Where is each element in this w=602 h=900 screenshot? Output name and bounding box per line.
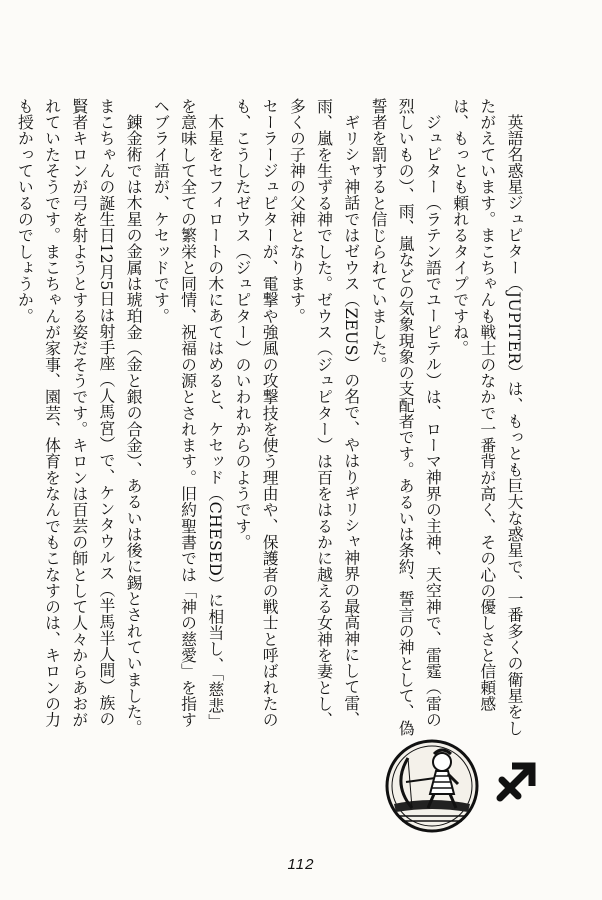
paragraph-chesed: 木星をセフィロートの木にあてはめると、ケセッド（CHESED）に相当し、「慈悲」を意味して全ての繁栄と同情、祝福の源とされます。旧約聖書では「神の慈愛」を指すヘブライ語が、ケセッドです。 — [151, 98, 225, 730]
page-number: 112 — [287, 856, 315, 873]
sagittarius-symbol-icon — [494, 760, 538, 804]
paragraph-jupiter-roman: ジュピター（ラテン語でユーピテル）は、ローマ神界の主神、天空神で、雷霆（雷の烈しいもの）、雨、嵐などの気象現象の支配者です。あるいは条約、誓言の神として、偽誓者を罰すると信じられていました。 — [368, 98, 443, 737]
body-text — [15, 98, 528, 738]
paragraph-zeus-greek: ギリシャ神話ではゼウス（ZEUS）の名で、やはりギリシャ神界の最高神にして雷、雨、嵐を生ずる神でした。ゼウス（ジュピター）は百をはるかに越える女神を妻とし、多くの子神の父神となります。 — [287, 98, 361, 728]
paragraph-jupiter-planet: 英語名惑星ジュピター（JUPITER）は、もっとも巨大な惑星で、一番多くの衛星をしたがえています。まこちゃんも戦士のなかで一番背が高く、その心の優しさと信頼感は、もっとも頼れるタイプですね。 — [450, 98, 524, 736]
paragraph-alchemy: 錬金術では木星の金属は琥珀金（金と銀の合金）、あるいは後に錫とされていました。 — [124, 113, 144, 736]
paragraph-sailor-jupiter: セーラージュピターが、電撃や強風の攻撃技を使う理由や、保護者の戦士と呼ばれたのも、こうしたゼウス（ジュピター）のいわれからのようです。 — [232, 98, 280, 728]
archer-woodcut-icon — [384, 738, 480, 834]
paragraph-birthday: まこちゃんの誕生日12月5日は射手座（人馬宮）で、ケンタウルス（半馬半人間）族の賢者キロンが弓を射ようとする姿だそうです。キロンは百芸の師として人々からあおがれていたそうです。まこちゃんが家事、園芸、体育をなんでもこなすのは、キロンの力も授かっているのでしょうか。 — [15, 98, 116, 728]
